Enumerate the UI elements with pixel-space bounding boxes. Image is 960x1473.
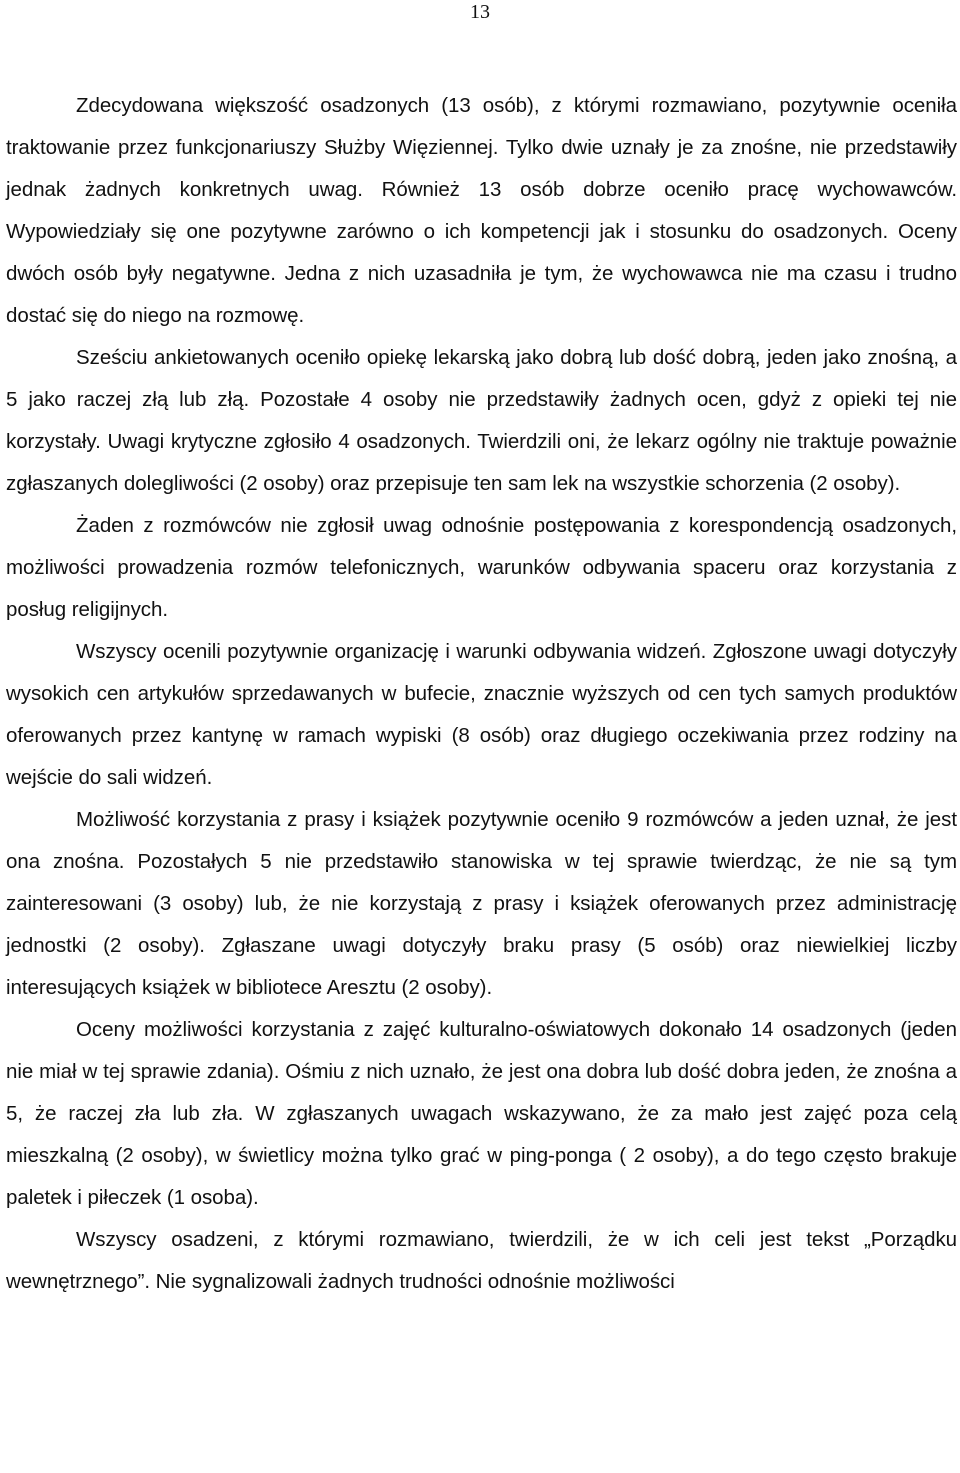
paragraph-press-books: Możliwość korzystania z prasy i książek pozytywnie oceniło 9 rozmówców a jeden uznał, że jest ona znośna. Pozostałych 5 nie przedstawiło stanowiska w tej sprawie twierdząc, że nie są tym zainteresowani (3 osoby) lub, że nie korzystają z prasy i książek oferowanych przez administrację jednostki (2 osoby). Zgłaszane uwagi dotyczyły braku prasy (5 osób) oraz niewielkiej liczby interesujących książek w bibliotece Aresztu (2 osoby). bbox=[6, 808, 957, 999]
paragraph-internal-rules: Wszyscy osadzeni, z którymi rozmawiano, twierdzili, że w ich celi jest tekst „Porządku wewnętrznego”. Nie sygnalizowali żadnych trudności odnośnie możliwości bbox=[6, 1228, 957, 1293]
document-body bbox=[6, 85, 957, 1303]
paragraph-correspondence: Żaden z rozmówców nie zgłosił uwag odnośnie postępowania z korespondencją osadzonych, możliwości prowadzenia rozmów telefonicznych, warunków odbywania spaceru oraz korzystania z posług religijnych. bbox=[6, 514, 957, 621]
paragraph-visits: Wszyscy ocenili pozytywnie organizację i warunki odbywania widzeń. Zgłoszone uwagi dotyczyły wysokich cen artykułów sprzedawanych w bufecie, znacznie wyższych od cen tych samych produktów oferowanych przez kantynę w ramach wypiski (8 osób) oraz długiego oczekiwania przez rodziny na wejście do sali widzeń. bbox=[6, 640, 957, 789]
paragraph-medical-care: Sześciu ankietowanych oceniło opiekę lekarską jako dobrą lub dość dobrą, jeden jako znośną, a 5 jako raczej złą lub złą. Pozostałe 4 osoby nie przedstawiły żadnych ocen, gdyż z opieki tej nie korzystały. Uwagi krytyczne zgłosiło 4 osadzonych. Twierdzili oni, że lekarz ogólny nie traktuje poważnie zgłaszanych dolegliwości (2 osoby) oraz przepisuje ten sam lek na wszystkie schorzenia (2 osoby). bbox=[6, 346, 957, 495]
paragraph-staff-treatment: Zdecydowana większość osadzonych (13 osób), z którymi rozmawiano, pozytywnie oceniła traktowanie przez funkcjonariuszy Służby Więziennej. Tylko dwie uznały je za znośne, nie przedstawiły jednak żadnych konkretnych uwag. Również 13 osób dobrze oceniło pracę wychowawców. Wypowiedziały się one pozytywne zarówno o ich kompetencji jak i stosunku do osadzonych. Oceny dwóch osób były negatywne. Jedna z nich uzasadniła je tym, że wychowawca nie ma czasu i trudno dostać się do niego na rozmowę. bbox=[6, 94, 957, 327]
paragraph-cultural-activities: Oceny możliwości korzystania z zajęć kulturalno-oświatowych dokonało 14 osadzonych (jeden nie miał w tej sprawie zdania). Ośmiu z nich uznało, że jest ona dobra lub dość dobra jeden, że znośna a 5, że raczej zła lub zła. W zgłaszanych uwagach wskazywano, że za mało jest zajęć poza celą mieszkalną (2 osoby), w świetlicy można tylko grać w ping-ponga ( 2 osoby), a do tego często brakuje paletek i piłeczek (1 osoba). bbox=[6, 1018, 957, 1209]
page-number: 13 bbox=[470, 1, 490, 23]
